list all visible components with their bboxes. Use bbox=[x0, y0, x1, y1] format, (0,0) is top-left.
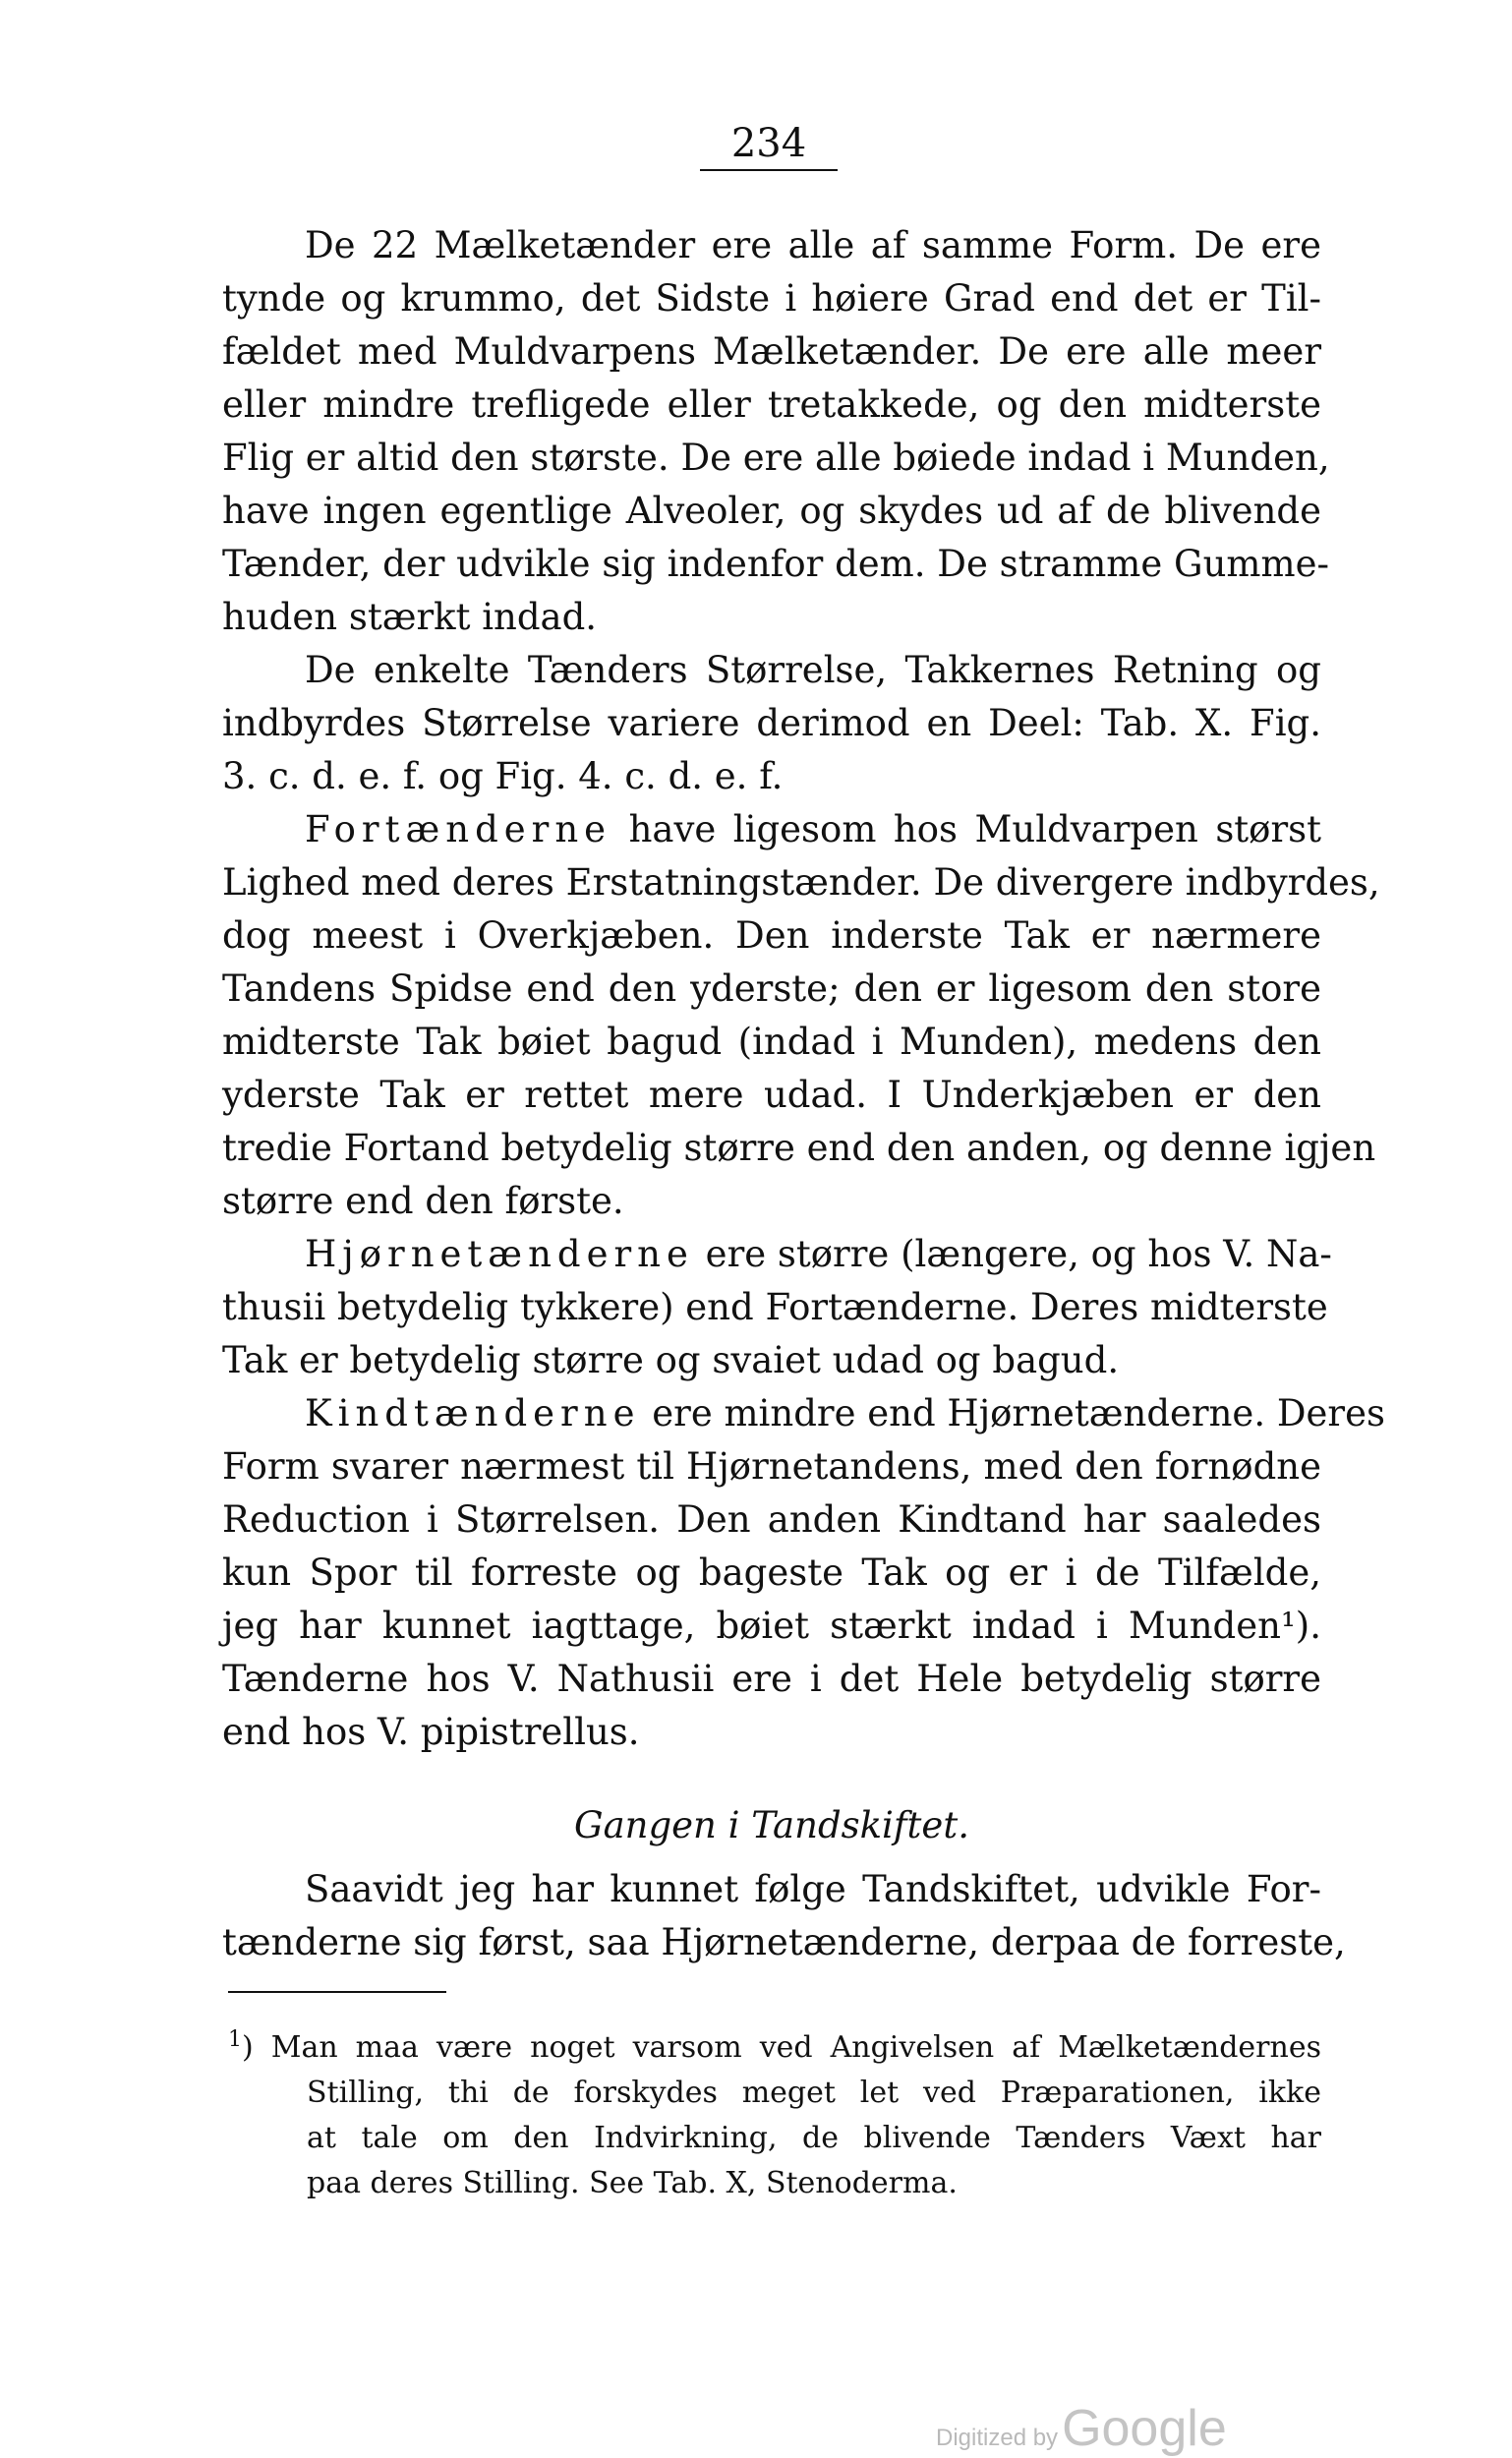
footnote bbox=[228, 2018, 1321, 2206]
footnote-line: at tale om den Indvirkning, de blivende Tænders Væxt har bbox=[307, 2121, 1321, 2155]
spaced-term-kindtaenderne: Kindtænderne bbox=[305, 1392, 641, 1434]
text-line: Tænderne hos V. Nathusii ere i det Hele betydelig større bbox=[222, 1658, 1321, 1700]
text-line: Saavidt jeg har kunnet følge Tandskiftet, udvikle For- bbox=[305, 1868, 1321, 1910]
footnote-line: $^1$) Man maa være noget varsom ved Angivelsen af Mælketændernes bbox=[228, 2027, 1321, 2065]
page-number-rule bbox=[700, 169, 838, 171]
text-line: tænderne sig først, saa Hjørnetænderne, derpaa de forreste, bbox=[222, 1921, 1346, 1963]
paragraph-kindtaenderne-first-line: Kindtænderne ere mindre end Hjørnetænderne. Deres bbox=[305, 1392, 1385, 1434]
text-line: Lighed med deres Erstatningstænder. De divergere indbyrdes, bbox=[222, 861, 1380, 904]
text-line: Tænder, der udvikle sig indenfor dem. De stramme Gumme- bbox=[222, 543, 1329, 585]
text-line: større end den første. bbox=[222, 1180, 624, 1222]
text-line: eller mindre trefligede eller tretakkede, og den midterste bbox=[222, 383, 1321, 426]
spaced-term-hjornetaenderne: Hjørnetænderne bbox=[305, 1233, 694, 1275]
text-line: end hos V. pipistrellus. bbox=[222, 1711, 640, 1753]
text-line: midterste Tak bøiet bagud (indad i Munden), medens den bbox=[222, 1021, 1321, 1063]
text-line: De enkelte Tænders Størrelse, Takkernes Retning og bbox=[305, 649, 1321, 691]
continuation-paragraph bbox=[222, 1863, 1346, 1969]
text-line: kun Spor til forreste og bageste Tak og er i de Tilfælde, bbox=[222, 1551, 1321, 1594]
text-line: tredie Fortand betydelig større end den anden, og denne igjen bbox=[222, 1127, 1376, 1169]
body-text bbox=[222, 219, 1385, 1759]
text-line: De 22 Mælketænder ere alle af samme Form. De ere bbox=[305, 224, 1321, 266]
text-line: thusii betydelig tykkere) end Fortænderne. Deres midterste bbox=[222, 1286, 1328, 1328]
text-line: tynde og krummo, det Sidste i høiere Grad end det er Til- bbox=[222, 277, 1321, 320]
digitized-by-google-watermark bbox=[936, 2399, 1227, 2458]
text-line: yderste Tak er rettet mere udad. I Underkjæben er den bbox=[222, 1074, 1321, 1116]
text-line: Tandens Spidse end den yderste; den er ligesom den store bbox=[222, 967, 1321, 1010]
google-logo: Google bbox=[1062, 2400, 1227, 2457]
text-line: indbyrdes Størrelse variere derimod en Deel: Tab. X. Fig. bbox=[222, 702, 1321, 744]
page-number: 234 bbox=[730, 121, 807, 166]
watermark-small-text: Digitized by bbox=[936, 2425, 1059, 2451]
text-line: have ingen egentlige Alveoler, og skydes ud af de blivende bbox=[222, 490, 1321, 532]
text-line: Flig er altid den største. De ere alle bøiede indad i Munden, bbox=[222, 437, 1330, 479]
text-line: jeg har kunnet iagttage, bøiet stærkt indad i Munden¹). bbox=[222, 1605, 1321, 1647]
text-line: Reduction i Størrelsen. Den anden Kindtand har saaledes bbox=[222, 1498, 1321, 1541]
text-line: fældet med Muldvarpens Mælketænder. De ere alle meer bbox=[222, 330, 1321, 373]
text-line: dog meest i Overkjæben. Den inderste Tak er nærmere bbox=[222, 914, 1321, 957]
spaced-term-fortaenderne: Fortænderne bbox=[305, 808, 612, 850]
text-line: Tak er betydelig større og svaiet udad og bagud. bbox=[222, 1339, 1120, 1381]
text-line: Form svarer nærmest til Hjørnetandens, med den fornødne bbox=[222, 1445, 1321, 1488]
footnote-line: Stilling, thi de forskydes meget let ved Præparationen, ikke bbox=[307, 2076, 1321, 2110]
footnote-marker: 1 bbox=[228, 2027, 242, 2052]
paragraph-hjornetaenderne-first-line: Hjørnetænderne ere større (længere, og hos V. Na- bbox=[305, 1233, 1332, 1275]
text-line: 3. c. d. e. f. og Fig. 4. c. d. e. f. bbox=[222, 755, 784, 797]
text-line: huden stærkt indad. bbox=[222, 596, 598, 638]
section-heading: Gangen i Tandskiftet. bbox=[574, 1804, 969, 1846]
footnote-line: paa deres Stilling. See Tab. X, Stenoderma. bbox=[307, 2166, 958, 2200]
footnote-rule bbox=[228, 1991, 446, 1993]
paragraph-fortaenderne-first-line: Fortænderne have ligesom hos Muldvarpen størst bbox=[305, 808, 1321, 850]
